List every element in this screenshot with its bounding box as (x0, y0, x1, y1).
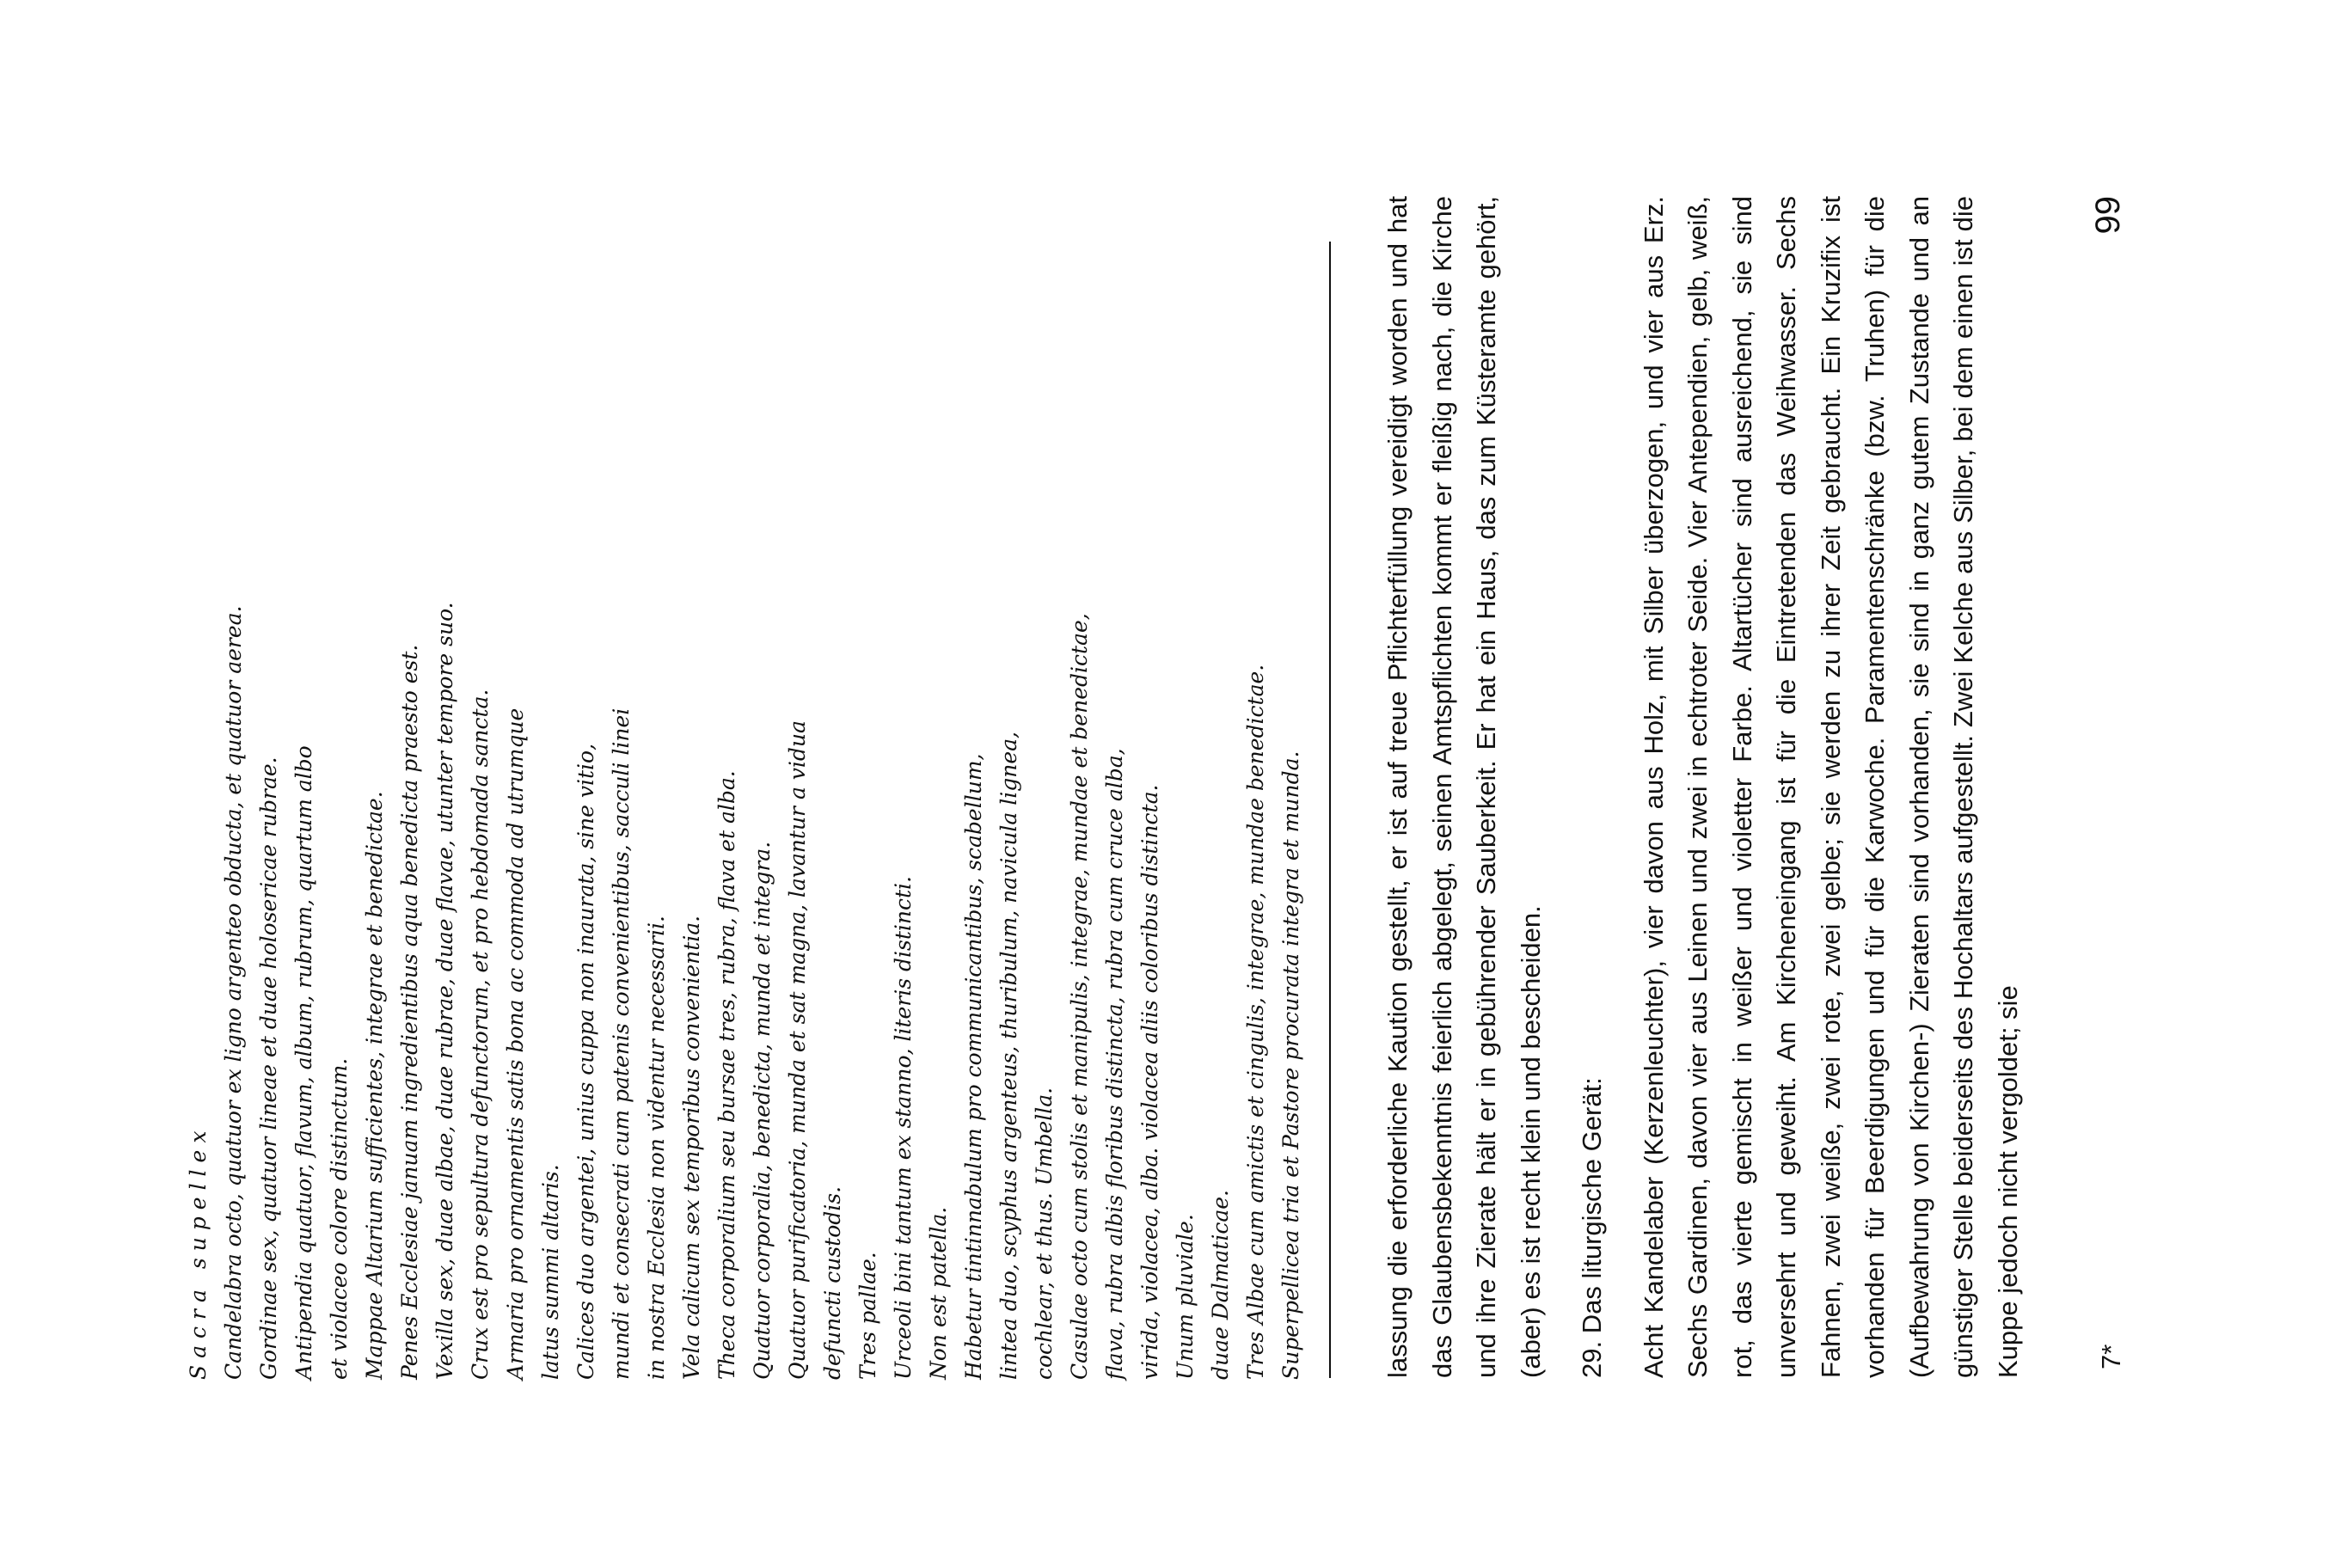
german-translation-block (1376, 196, 2030, 1378)
latin-line: Armaria pro ornamentis satis bona ac commoda ad utrumque (503, 707, 528, 1380)
latin-line: Non est patella. (926, 1206, 951, 1380)
latin-line: Tres pallae. (855, 1252, 880, 1380)
latin-line: Vela calicum sex temporibus convenientia. (679, 915, 704, 1380)
latin-inventory-block (181, 260, 1308, 1380)
latin-line: Urceoli bini tantum ex stanno, literis distincti. (891, 876, 916, 1380)
latin-line: Superpellicea tria et Pastore procurata integra et munda. (1278, 750, 1303, 1380)
latin-line: Vexilla sex, duae albae, duae rubrae, duae flavae, utunter tempore suo. (432, 602, 457, 1380)
latin-line: Unum pluviale. (1173, 1214, 1198, 1380)
latin-line: Theca corporalium seu bursae tres, rubra, flava et alba. (714, 770, 739, 1380)
latin-line: Quatuor corporalia, benedicta, munda et integra. (750, 841, 775, 1380)
german-paragraph: lassung die erforderliche Kaution gestellt, er ist auf treue Pflichterfüllung vereidigt worden und hat das Glaubensbekenntnis feierlich abgelegt, seinen Amtspflichten kommt er fleißig nach, die Kirche und ihre Zierate hält er in gebührender Sauberkeit. Er hat ein Haus, das zum Küsteramte gehört, (aber) es ist recht klein und bescheiden. (1382, 196, 1546, 1378)
latin-line: mundi et consecrati cum patenis convenientibus, sacculi linei (609, 707, 634, 1380)
latin-line: virida, violacea, alba. violacea aliis coloribus distincta. (1137, 784, 1162, 1380)
german-paragraph: Acht Kandelaber (Kerzenleuchter), vier davon aus Holz, mit Silber überzogen, und vier aus Erz. Sechs Gardinen, davon vier aus Leinen und zwei in echtroter Seide. Vier Antependien, gelb, weiß, rot, das vierte gemischt in weißer und violetter Farbe. Altartücher sind ausreichend, sie sind unversehrt und geweiht. Am Kircheneingang ist für die Eintretenden das Weihwasser. Sechs Fahnen, zwei weiße, zwei rote, zwei gelbe; sie werden zu ihrer Zeit gebraucht. Ein Kruzifix ist vorhanden für Beerdigungen und für die Karwoche. Paramentenschränke (bzw. Truhen) für die (Aufbewahrung von Kirchen-) Zieraten sind vorhanden, sie sind in ganz gutem Zustande und an günstiger Stelle beiderseits des Hochaltars aufgestellt. Zwei Kelche aus Silber, bei dem einen ist die Kuppe jedoch nicht vergoldet; sie (1638, 196, 2023, 1378)
latin-line: cochlear, et thus. Umbella. (1032, 1087, 1057, 1380)
latin-line: flava, rubra albis floribus distincta, rubra cum cruce alba, (1102, 748, 1127, 1380)
latin-line: Crux est pro sepultura defunctorum, et pro hebdomada sancta. (468, 689, 493, 1380)
latin-line: Quatuor purificatoria, munda et sat magna, lavantur a vidua (785, 720, 810, 1380)
section-divider (1329, 242, 1331, 1378)
latin-line: Habetur tintinnabulum pro communicantibus, scabellum, (961, 753, 986, 1380)
latin-line: Casulae octo cum stolis et manipulis, integrae, mundae et benedictae, (1067, 613, 1092, 1380)
latin-line: et violaceo colore distinctum. (327, 1057, 352, 1380)
german-section-heading: 29. Das liturgische Gerät: (1577, 1077, 1607, 1378)
latin-line: defuncti custodis. (820, 1185, 845, 1380)
latin-line: Antipendia quatuor, flavum, album, rubrum, quartum albo (291, 745, 316, 1380)
latin-line: Candelabra octo, quatuor ex ligno argenteo obducta, et quatuor aerea. (221, 605, 246, 1380)
signature-mark: 7* (2096, 1344, 2126, 1369)
latin-line: Tres Albae cum amictis et cingulis, integrae, mundae benedictae. (1243, 664, 1268, 1380)
latin-line: Mappae Altarium sufficientes, integrae et benedictae. (362, 791, 387, 1380)
page-number: 99 (2089, 196, 2127, 235)
latin-line: in nostra Ecclesia non videntur necessarii. (644, 915, 669, 1380)
latin-line: Calices duo argentei, unius cuppa non inaurata, sine vitio, (573, 743, 598, 1380)
latin-line: latus summi altaris. (538, 1164, 563, 1380)
page-footer (2089, 196, 2141, 1378)
latin-line: Penes Ecclesiae januam ingredientibus aqua benedicta praesto est. (397, 644, 422, 1380)
latin-line: duae Dalmaticae. (1208, 1190, 1233, 1380)
latin-line: Gordinae sex, quatuor lineae et duae holosericae rubrae. (256, 756, 281, 1380)
latin-line: lintea duo, scyphus argenteus, thuribulum, navicula lignea, (996, 731, 1021, 1380)
latin-heading: Sacra supellex (186, 1124, 211, 1380)
